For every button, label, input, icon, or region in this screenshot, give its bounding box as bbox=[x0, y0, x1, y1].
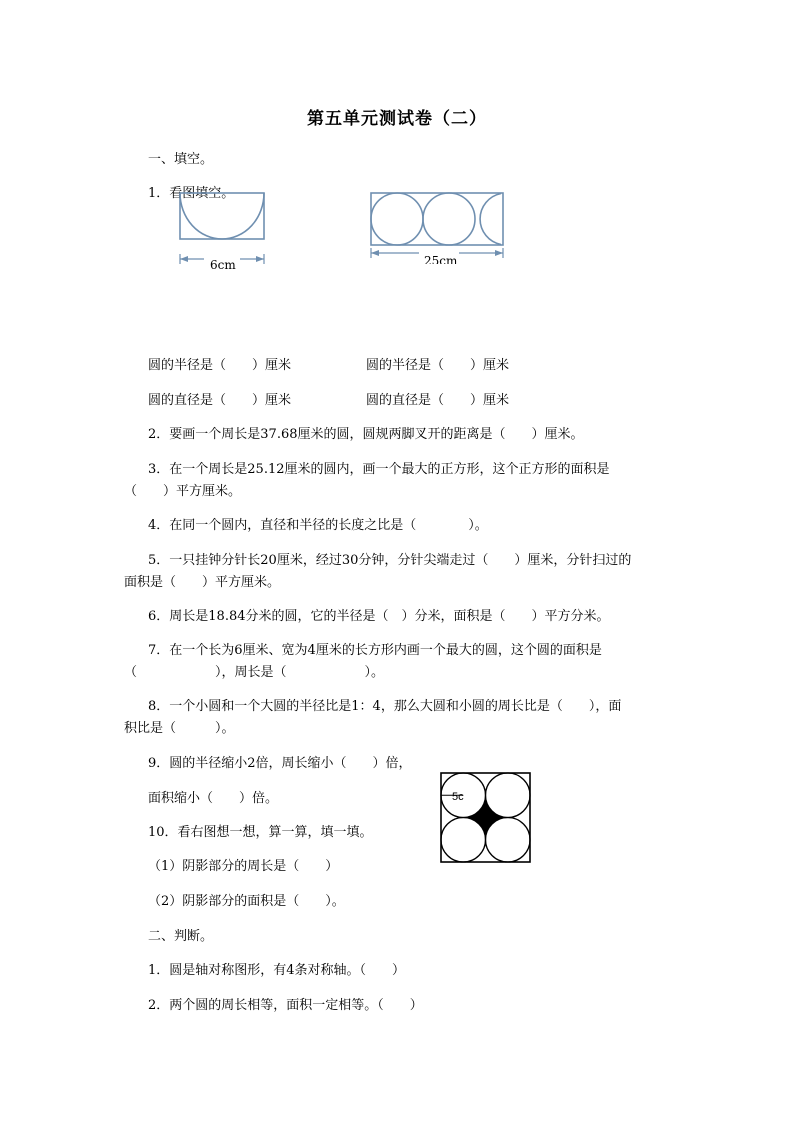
figure-2-dimension: 25cm bbox=[424, 254, 458, 264]
question-3-line-1: 3．在一个周长是25.12厘米的圆内，画一个最大的正方形，这个正方形的面积是 bbox=[148, 462, 610, 477]
q1-diameter-a: 圆的直径是（ ）厘米 bbox=[148, 393, 292, 408]
question-5-line-2: 面积是（ ）平方厘米。 bbox=[124, 575, 281, 590]
question-4: 4．在同一个圆内，直径和半径的长度之比是（ ）。 bbox=[148, 518, 488, 533]
question-8-line-2: 积比是（ ）。 bbox=[124, 721, 235, 736]
question-8-line-1: 8．一个小圆和一个大圆的半径比是1：4，那么大圆和小圆的周长比是（ ），面 bbox=[148, 699, 622, 714]
q1-diameter-b: 圆的直径是（ ）厘米 bbox=[366, 393, 510, 408]
page-title: 第五单元测试卷（二） bbox=[307, 109, 487, 129]
section-fill-in: 一、填空。 bbox=[148, 152, 214, 167]
question-2: 2．要画一个周长是37.68厘米的圆，圆规两脚叉开的距离是（ ）厘米。 bbox=[148, 427, 584, 442]
section-true-false: 二、判断。 bbox=[148, 929, 214, 944]
question-9-line-1: 9．圆的半径缩小2倍，周长缩小（ ）倍， bbox=[148, 756, 412, 771]
figure-1-dimension: 6cm bbox=[210, 258, 236, 272]
question-10-part-2: （2）阴影部分的面积是（ ）。 bbox=[148, 894, 345, 909]
figure-3-radius-label: 5c bbox=[452, 791, 464, 803]
q1-radius-a: 圆的半径是（ ）厘米 bbox=[148, 358, 292, 373]
question-3-line-2: （ ）平方厘米。 bbox=[124, 484, 242, 499]
question-5-line-1: 5．一只挂钟分针长20厘米，经过30分钟，分针尖端走过（ ）厘米，分针扫过的 bbox=[148, 553, 632, 568]
judge-2: 2．两个圆的周长相等，面积一定相等。（ ） bbox=[148, 998, 423, 1013]
question-1: 1．看图填空。 bbox=[148, 186, 235, 201]
q1-radius-b: 圆的半径是（ ）厘米 bbox=[366, 358, 510, 373]
question-10: 10．看右图想一想，算一算，填一填。 bbox=[148, 825, 373, 840]
question-7-line-2: （ ），周长是（ ）。 bbox=[124, 665, 385, 680]
four-circles-figure bbox=[440, 772, 532, 864]
question-10-part-1: （1）阴影部分的周长是（ ） bbox=[148, 859, 339, 874]
question-7-line-1: 7．在一个长为6厘米、宽为4厘米的长方形内画一个最大的圆，这个圆的面积是 bbox=[148, 643, 602, 658]
question-9-line-2: 面积缩小（ ）倍。 bbox=[148, 791, 279, 806]
question-6: 6．周长是18.84分米的圆，它的半径是（ ）分米，面积是（ ）平方分米。 bbox=[148, 609, 610, 624]
judge-1: 1．圆是轴对称图形，有4条对称轴。（ ） bbox=[148, 963, 406, 978]
